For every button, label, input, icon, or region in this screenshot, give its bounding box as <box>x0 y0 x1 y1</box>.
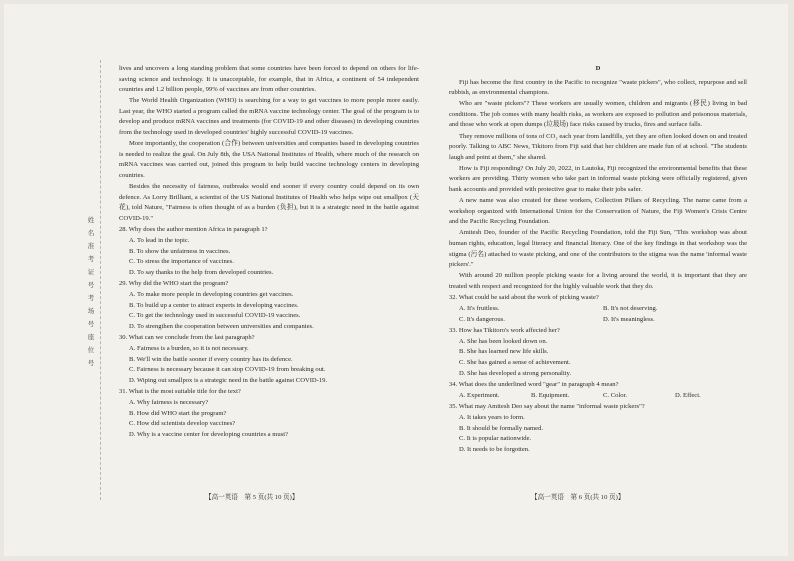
answer-option: B. To build up a center to attract experts in developing vaccines. <box>129 301 299 309</box>
question-stem: 33. How has Tikitoro's work affected her? <box>449 327 560 335</box>
margin-label: 名 <box>87 230 95 237</box>
answer-option: B. To show the unfairness in vaccines. <box>129 247 231 255</box>
answer-option: B. How did WHO start the program? <box>129 409 227 417</box>
paragraph: The World Health Organization (WHO) is searching for a way to get vaccines to more people more easily. Last year, the WHO started a program called the mRNA vaccine technology center. The goal of the program is to develop and produce mRNA vaccines and treatments (for COVID-19 and other diseases) in developing countries from the technology used in developed countries' highly successful COVID-19 vaccines. <box>119 97 419 137</box>
answer-option-row <box>459 304 747 315</box>
question-block <box>119 279 419 332</box>
paragraph: Who are "waste pickers"? These workers are usually women, children and migrants (移民) living in bad conditions. The job comes with many health risks, as workers are exposed to pollution and poisonous materials, and those who work at open dumps (垃圾场) face risks caused by trucks, fires and surface falls. <box>449 100 747 129</box>
answer-option: A. Experiment. <box>459 391 500 399</box>
question-stem: 34. What does the underlined word "gear" in paragraph 4 mean? <box>449 381 619 389</box>
answer-option: C. It's dangerous. <box>459 315 505 323</box>
answer-option: A. Why fairness is necessary? <box>129 398 209 406</box>
paragraph: Besides the necessity of fairness, outbreaks would end sooner if every country could depend on its own defence. As Lorry Brilliant, a scientist of the US National Institutes of Health who helps wipe out smallpox (天花), told Nature, "Fairness is often thought of as a burden (负担), but it is a strategic need in the battle against COVID-19." <box>119 183 419 222</box>
margin-label: 考 <box>87 295 95 302</box>
answer-option: B. She has learned new life skills. <box>459 348 549 356</box>
margin-label: 场 <box>87 308 95 315</box>
answer-option: B. We'll win the battle sooner if every country has its defence. <box>129 355 293 363</box>
binding-margin-rule <box>100 60 101 500</box>
answer-option: A. Fairness is a burden, so it is not necessary. <box>129 344 249 352</box>
margin-label: 号 <box>87 360 95 367</box>
page-footer-right: 【高一英语 第 6 页(共 10 页)】 <box>531 494 625 501</box>
right-column <box>449 64 747 455</box>
answer-option: C. She has gained a sense of achievement. <box>459 359 571 367</box>
margin-label: 号 <box>87 282 95 289</box>
answer-option: D. Wiping out smallpox is a strategic need in the battle against COVID-19. <box>129 376 328 384</box>
answer-option: C. Fairness is necessary because it can stop COVID-19 from breaking out. <box>129 366 326 374</box>
left-questions <box>119 225 419 440</box>
question-stem: 32. What could be said about the work of picking waste? <box>449 294 599 302</box>
margin-label: 号 <box>87 321 95 328</box>
answer-option: D. She has developed a strong personality. <box>459 369 572 377</box>
right-questions <box>449 293 747 455</box>
question-block <box>119 387 419 440</box>
answer-option: B. Equipment. <box>531 391 570 399</box>
paragraph: Amitesh Deo, founder of the Pacific Recycling Foundation, told the Fiji Sun, "This workshop was about human rights, education, legal literacy and financial literacy. One of the key findings in that workshop was the stigma (污名) attached to waste picking, and one of the contributors to the stigma was the name 'informal waste pickers'." <box>449 229 747 269</box>
margin-label: 考 <box>87 256 95 263</box>
question-stem: 31. What is the most suitable title for the text? <box>119 388 241 396</box>
paragraph: More importantly, the cooperation (合作) between universities and companies based in developing countries is needed to realize the goal. On July 8th, the USA National Institutes of Health, where much of the research on mRNA vaccines was carried out, joined this program to help build vaccine technology centers in developing countries. <box>119 140 419 179</box>
answer-option-row <box>459 315 747 326</box>
paragraph: They remove millions of tons of CO₂ each year from landfills, yet they are often looked down on and treated poorly. Talking to ABC News, Tikitoro from Fiji said that her children are made fun of at school. "The students laugh and point at them," she shared. <box>449 132 747 161</box>
question-block <box>449 326 747 379</box>
paragraph: How is Fiji responding? On July 20, 2022, in Lautoka, Fiji recognized the environmental benefits that these workers are providing. Thirty women who take part in informal waste picking were officially registered, given bank accounts and provided with protective gear to make their jobs safer. <box>449 164 747 194</box>
answer-option: A. To lead in the topic. <box>129 237 190 244</box>
margin-label: 准 <box>87 243 95 250</box>
answer-option: C. To get the technology used in successful COVID-19 vaccines. <box>129 312 301 320</box>
paragraph: lives and uncovers a long standing problem that some countries have been forced to depend on others for life-saving science and technology. It is unacceptable, for example, that in Africa, a continent of 54 independent countries and 1.2 billion people, 99% of vaccines are from other countries. <box>119 65 419 94</box>
answer-option: D. It needs to be forgotten. <box>459 445 530 453</box>
answer-option: A. It's fruitless. <box>459 305 500 313</box>
binding-margin-labels <box>86 215 96 371</box>
question-block <box>449 402 747 455</box>
answer-option: B. It's not deserving. <box>603 305 658 313</box>
answer-option: D. To strengthen the cooperation between universities and companies. <box>129 322 314 330</box>
question-stem: 30. What can we conclude from the last paragraph? <box>119 334 255 342</box>
answer-option: D. Why is a vaccine center for developing countries a must? <box>129 430 288 438</box>
question-block <box>119 225 419 278</box>
margin-label: 证 <box>87 269 95 276</box>
answer-option: D. To say thanks to the help from developed countries. <box>129 268 274 276</box>
answer-option: C. Color. <box>603 391 627 399</box>
answer-option: C. To stress the importance of vaccines. <box>129 258 234 266</box>
answer-option-row <box>459 391 747 402</box>
margin-label: 位 <box>87 347 95 354</box>
paragraph: With around 20 million people picking waste for a living around the world, it is important that they are treated with respect and recognized for the highly valuable work that they do. <box>449 272 747 290</box>
answer-option: A. She has been looked down on. <box>459 337 548 345</box>
margin-label: 姓 <box>87 217 95 224</box>
answer-option: A. It takes years to form. <box>459 414 525 421</box>
question-block <box>119 333 419 386</box>
section-heading: D <box>595 65 601 72</box>
question-stem: 29. Why did the WHO start the program? <box>119 280 229 288</box>
answer-option: B. It should be formally named. <box>459 424 544 432</box>
question-stem: 28. Why does the author mention Africa in paragraph 1? <box>119 226 268 234</box>
question-block <box>449 380 747 401</box>
answer-option: C. How did scientists develop vaccines? <box>129 420 236 428</box>
paragraph: A new name was also created for these workers, Collection Pillars of Recycling. The name came from a workshop organized with International Union for the Conservation of Nature, the Fiji Women's Crisis Centre and the Pacific Recycling Foundation. <box>449 197 747 226</box>
left-column <box>119 64 419 440</box>
paragraph: Fiji has become the first country in the Pacific to recognize "waste pickers", who collect, repurpose and sell rubbish, as environmental champions. <box>449 78 747 97</box>
answer-option: A. To make more people in developing countries get vaccines. <box>129 290 294 298</box>
answer-option: C. It is popular nationwide. <box>459 435 532 443</box>
question-stem: 35. What may Amitesh Deo say about the name "informal waste pickers"? <box>449 403 645 411</box>
answer-option: D. Effect. <box>675 391 701 399</box>
right-passage <box>449 78 747 293</box>
left-passage <box>119 64 419 224</box>
page-footer-left: 【高一英语 第 5 页(共 10 页)】 <box>205 494 299 501</box>
answer-option: D. It's meaningless. <box>603 315 655 323</box>
margin-label: 座 <box>87 334 95 341</box>
question-block <box>449 293 747 325</box>
